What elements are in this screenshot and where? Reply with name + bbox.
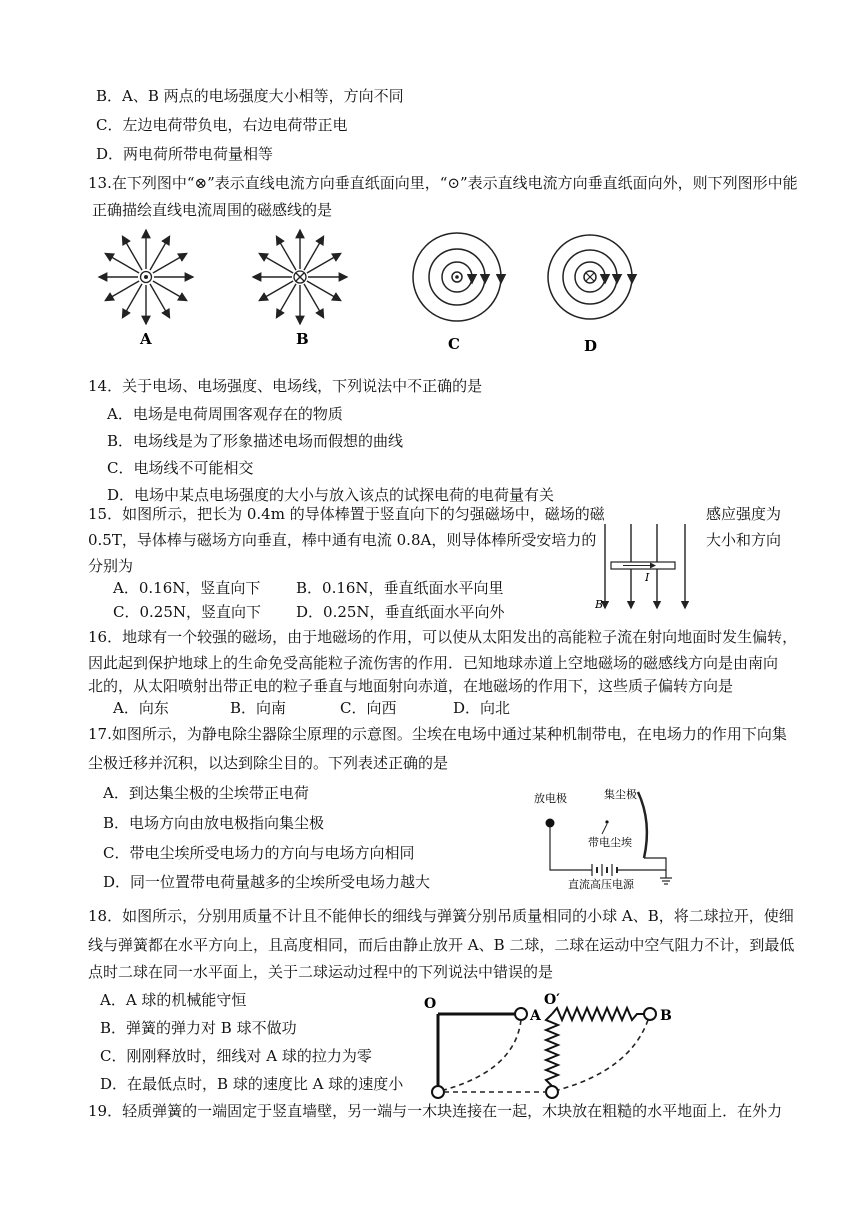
q18-figure (420, 990, 690, 1100)
q18-figure-o2-label: O′ (544, 992, 560, 1008)
q18-option-b: B．弹簧的弹力对 B 球不做功 (100, 1019, 297, 1037)
q17-option-c: C．带电尘埃所受电场力的方向与电场方向相同 (103, 844, 415, 862)
q13-stem-line1: 13.在下列图中“⊗”表示直线电流方向垂直纸面向里，“⊙”表示直线电流方向垂直纸面向外，则下列图形中能 (88, 174, 798, 192)
q12-option-c: C．左边电荷带负电，右边电荷带正电 (96, 116, 348, 134)
q13-figure-c (413, 233, 501, 321)
q18-option-c: C．刚刚释放时，细线对 A 球的拉力为零 (100, 1047, 372, 1065)
q12-option-b: B．A、B 两点的电场强度大小相等，方向不同 (96, 87, 404, 105)
q16-stem-line1: 16．地球有一个较强的磁场，由于地磁场的作用，可以使从太阳发出的高能粒子流在射向地面时发生偏转， (88, 628, 798, 646)
q18-stem-line3: 点时二球在同一水平面上，关于二球运动过程中的下列说法中错误的是 (88, 963, 554, 981)
q16-stem-line3: 北的，从太阳喷射出带正电的粒子垂直与地面射向赤道，在地磁场的作用下，这些质子偏转方向是 (88, 677, 734, 695)
q14-stem: 14．关于电场、电场强度、电场线，下列说法中不正确的是 (88, 377, 483, 395)
q18-figure-o-label: O (424, 996, 437, 1012)
q17-stem-line1: 17.如图所示，为静电除尘器除尘原理的示意图。尘埃在电场中通过某种机制带电，在电场力的作用下向集 (88, 725, 787, 743)
q13-label-c: C (448, 335, 460, 353)
q16-option-d: D．向北 (453, 699, 511, 717)
q19-stem-line1: 19．轻质弹簧的一端固定于竖直墙壁，另一端与一木块连接在一起，木块放在粗糙的水平地面上．在外力 (88, 1102, 783, 1120)
q15-stem-line2a: 0.5T，导体棒与磁场方向垂直，棒中通有电流 0.8A，则导体棒所受安培力的 (88, 531, 597, 549)
q16-option-a: A．向东 (113, 699, 169, 717)
q15-stem-line2b: 大小和方向 (706, 531, 782, 549)
q15-stem-line1a: 15．如图所示，把长为 0.4m 的导体棒置于竖直向下的匀强磁场中，磁场的磁 (88, 505, 605, 523)
q13-figure-b (253, 230, 347, 324)
q17-option-a: A．到达集尘极的尘埃带正电荷 (103, 784, 309, 802)
q18-stem-line2: 线与弹簧都在水平方向上，且高度相同，而后由静止放开 A、B 二球，二球在运动中空气阻力不计，到最低 (88, 936, 795, 954)
q17-figure-dust-label: 带电尘埃 (588, 836, 632, 849)
q15-stem-line3: 分别为 (88, 557, 134, 575)
q18-option-d: D．在最低点时，B 球的速度比 A 球的速度小 (100, 1075, 404, 1093)
q14-option-d: D．电场中某点电场强度的大小与放入该点的试探电荷的电荷量有关 (107, 486, 555, 504)
q15-option-b: B．0.16N，垂直纸面水平向里 (296, 579, 504, 597)
q15-option-a: A．0.16N，竖直向下 (113, 579, 261, 597)
q13-label-d: D (584, 337, 598, 355)
q15-figure-current-label: I (645, 571, 650, 584)
q13-figures (90, 225, 650, 357)
q18-figure-a-label: A (530, 1008, 541, 1024)
q16-option-b: B．向南 (230, 699, 287, 717)
q17-figure-power-label: 直流高压电源 (568, 878, 634, 890)
q17-figure (520, 778, 690, 890)
q18-option-a: A．A 球的机械能守恒 (100, 991, 247, 1009)
q17-stem-line2: 尘极迁移并沉积，以达到除尘目的。下列表述正确的是 (88, 754, 449, 772)
q17-figure-collector-label: 集尘极 (604, 788, 637, 801)
q13-figure-d (548, 235, 632, 319)
q16-option-c: C．向西 (340, 699, 397, 717)
q15-option-d: D．0.25N，垂直纸面水平向外 (296, 603, 505, 621)
q17-option-d: D．同一位置带电荷量越多的尘埃所受电场力越大 (103, 873, 431, 891)
q14-option-c: C．电场线不可能相交 (107, 459, 254, 477)
q12-option-d: D．两电荷所带电荷量相等 (96, 145, 274, 163)
q18-stem-line1: 18．如图所示，分别用质量不计且不能伸长的细线与弹簧分别吊质量相同的小球 A、B，将二球拉开，使细 (88, 907, 794, 925)
q16-stem-line2: 因此起到保护地球上的生命免受高能粒子流伤害的作用．已知地球赤道上空地磁场的磁感线方向是由南向 (88, 654, 779, 672)
q13-figure-a (99, 230, 193, 324)
q14-option-b: B．电场线是为了形象描述电场而假想的曲线 (107, 432, 404, 450)
q13-label-b: B (296, 330, 309, 348)
q13-label-a: A (140, 330, 152, 348)
q14-option-a: A．电场是电荷周围客观存在的物质 (107, 405, 343, 423)
q18-figure-b-label: B (660, 1008, 672, 1024)
q17-option-b: B．电场方向由放电极指向集尘极 (103, 814, 325, 832)
q15-option-c: C．0.25N，竖直向下 (113, 603, 262, 621)
q17-figure-discharge-label: 放电极 (534, 792, 567, 805)
q15-figure-field-label: B (595, 598, 604, 611)
q15-figure (595, 520, 700, 616)
q13-stem-line2: 正确描绘直线电流周围的磁感线的是 (92, 201, 333, 219)
q15-stem-line1b: 感应强度为 (706, 505, 782, 523)
